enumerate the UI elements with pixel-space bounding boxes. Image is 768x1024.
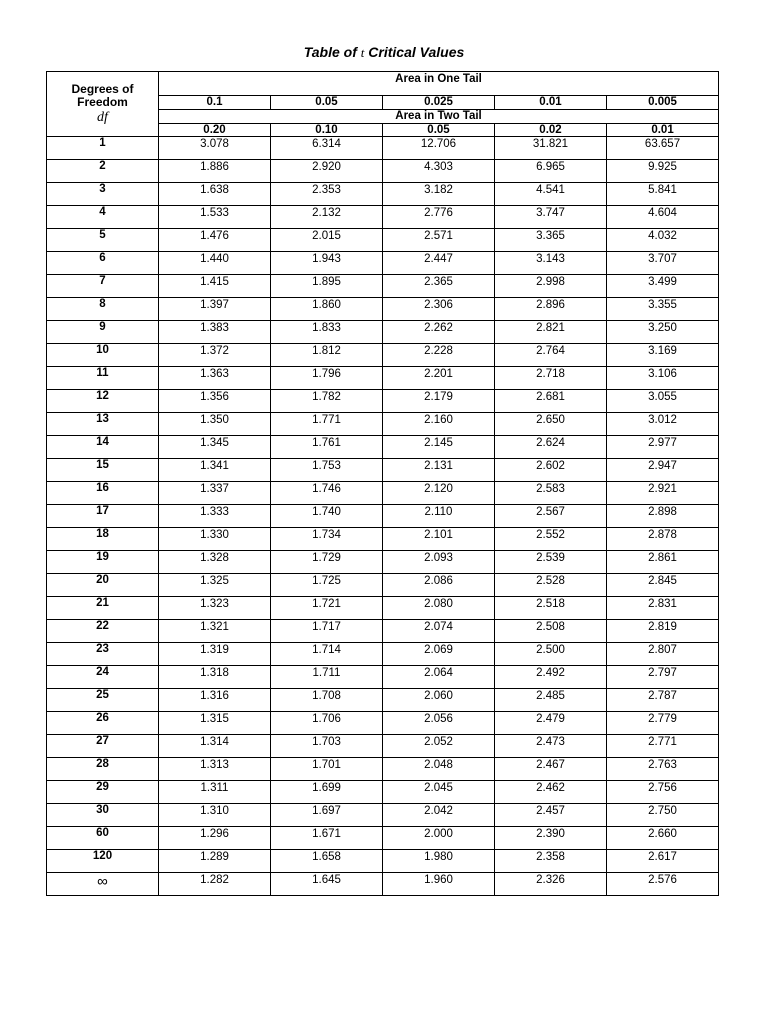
table-row [47,459,719,482]
table-header [47,72,719,137]
df-cell: 23 [47,643,159,666]
critical-value-cell: 2.467 [495,758,607,781]
df-cell: 15 [47,459,159,482]
title-t-symbol: t [360,45,365,60]
critical-value-cell: 2.045 [383,781,495,804]
critical-value-cell: 1.341 [159,459,271,482]
critical-value-cell: 2.878 [607,528,719,551]
critical-value-cell: 1.350 [159,413,271,436]
critical-value-cell: 2.485 [495,689,607,712]
df-cell: 24 [47,666,159,689]
critical-value-cell: 2.110 [383,505,495,528]
critical-value-cell: 2.048 [383,758,495,781]
one-tail-alpha: 0.01 [495,96,607,110]
critical-value-cell: 2.086 [383,574,495,597]
critical-value-cell: 1.638 [159,183,271,206]
table-row [47,666,719,689]
critical-value-cell: 1.746 [271,482,383,505]
critical-value-cell: 1.328 [159,551,271,574]
critical-value-cell: 3.499 [607,275,719,298]
critical-value-cell: 2.093 [383,551,495,574]
critical-value-cell: 2.015 [271,229,383,252]
critical-value-cell: 1.356 [159,390,271,413]
critical-value-cell: 2.201 [383,367,495,390]
df-cell: 60 [47,827,159,850]
critical-value-cell: 1.796 [271,367,383,390]
t-critical-values-table [46,71,719,896]
df-cell: 28 [47,758,159,781]
critical-value-cell: 2.518 [495,597,607,620]
table-row [47,275,719,298]
critical-value-cell: 5.841 [607,183,719,206]
title-suffix: Critical Values [364,44,465,60]
critical-value-cell: 2.920 [271,160,383,183]
critical-value-cell: 2.131 [383,459,495,482]
critical-value-cell: 1.697 [271,804,383,827]
df-header-line1: Degrees of [71,81,134,96]
critical-value-cell: 1.313 [159,758,271,781]
df-cell: 6 [47,252,159,275]
critical-value-cell: 2.080 [383,597,495,620]
degrees-of-freedom-header [47,72,159,137]
critical-value-cell: 1.701 [271,758,383,781]
critical-value-cell: 2.052 [383,735,495,758]
critical-value-cell: 1.440 [159,252,271,275]
table-row [47,413,719,436]
df-cell: 30 [47,804,159,827]
critical-value-cell: 2.831 [607,597,719,620]
critical-value-cell: 2.567 [495,505,607,528]
critical-value-cell: 2.479 [495,712,607,735]
critical-value-cell: 2.120 [383,482,495,505]
critical-value-cell: 1.725 [271,574,383,597]
df-cell: 12 [47,390,159,413]
table-row [47,551,719,574]
critical-value-cell: 1.734 [271,528,383,551]
table-row [47,137,719,160]
two-tail-alpha: 0.10 [271,124,383,137]
critical-value-cell: 2.074 [383,620,495,643]
table-row [47,735,719,758]
table-row [47,344,719,367]
table-row [47,183,719,206]
critical-value-cell: 1.311 [159,781,271,804]
table-row [47,298,719,321]
critical-value-cell: 3.143 [495,252,607,275]
critical-value-cell: 1.812 [271,344,383,367]
table-row [47,574,719,597]
two-tail-alpha: 0.20 [159,124,271,137]
critical-value-cell: 3.365 [495,229,607,252]
critical-value-cell: 1.980 [383,850,495,873]
critical-value-cell: 1.740 [271,505,383,528]
two-tail-alpha: 0.05 [383,124,495,137]
table-row [47,597,719,620]
critical-value-cell: 2.353 [271,183,383,206]
table-row [47,873,719,896]
df-cell: 3 [47,183,159,206]
df-cell: 22 [47,620,159,643]
critical-value-cell: 2.583 [495,482,607,505]
page-title [0,43,768,62]
critical-value-cell: 2.650 [495,413,607,436]
critical-value-cell: 2.947 [607,459,719,482]
df-cell: 1 [47,137,159,160]
table-row [47,160,719,183]
critical-value-cell: 4.604 [607,206,719,229]
critical-value-cell: 2.365 [383,275,495,298]
critical-value-cell: 6.965 [495,160,607,183]
critical-value-cell: 2.756 [607,781,719,804]
critical-value-cell: 2.602 [495,459,607,482]
critical-value-cell: 2.750 [607,804,719,827]
df-cell: 120 [47,850,159,873]
critical-value-cell: 2.764 [495,344,607,367]
table-row [47,712,719,735]
critical-value-cell: 2.179 [383,390,495,413]
critical-value-cell: 1.325 [159,574,271,597]
df-header-line2: Freedom [77,94,128,109]
critical-value-cell: 2.552 [495,528,607,551]
critical-value-cell: 2.132 [271,206,383,229]
one-tail-alpha: 0.1 [159,96,271,110]
df-cell: 17 [47,505,159,528]
critical-value-cell: 1.753 [271,459,383,482]
critical-value-cell: 6.314 [271,137,383,160]
critical-value-cell: 4.032 [607,229,719,252]
critical-value-cell: 1.345 [159,436,271,459]
critical-value-cell: 3.055 [607,390,719,413]
df-cell: 29 [47,781,159,804]
critical-value-cell: 2.508 [495,620,607,643]
critical-value-cell: 2.101 [383,528,495,551]
critical-value-cell: 1.318 [159,666,271,689]
critical-value-cell: 31.821 [495,137,607,160]
critical-value-cell: 9.925 [607,160,719,183]
critical-value-cell: 1.708 [271,689,383,712]
two-tail-alpha: 0.01 [607,124,719,137]
critical-value-cell: 1.645 [271,873,383,896]
df-cell: ∞ [47,873,159,896]
critical-value-cell: 4.303 [383,160,495,183]
critical-value-cell: 2.358 [495,850,607,873]
critical-value-cell: 4.541 [495,183,607,206]
critical-value-cell: 2.776 [383,206,495,229]
critical-value-cell: 1.319 [159,643,271,666]
critical-value-cell: 1.658 [271,850,383,873]
critical-value-cell: 1.699 [271,781,383,804]
critical-value-cell: 2.306 [383,298,495,321]
df-cell: 11 [47,367,159,390]
critical-value-cell: 1.671 [271,827,383,850]
table-row [47,758,719,781]
table-row [47,252,719,275]
critical-value-cell: 1.415 [159,275,271,298]
critical-value-cell: 2.447 [383,252,495,275]
critical-value-cell: 2.896 [495,298,607,321]
critical-value-cell: 1.729 [271,551,383,574]
critical-value-cell: 2.763 [607,758,719,781]
critical-value-cell: 2.457 [495,804,607,827]
table-row [47,689,719,712]
df-cell: 7 [47,275,159,298]
critical-value-cell: 2.998 [495,275,607,298]
critical-value-cell: 1.895 [271,275,383,298]
title-prefix: Table of [303,44,361,60]
critical-value-cell: 1.717 [271,620,383,643]
df-cell: 5 [47,229,159,252]
critical-value-cell: 2.576 [607,873,719,896]
critical-value-cell: 2.797 [607,666,719,689]
df-cell: 2 [47,160,159,183]
table-row [47,781,719,804]
critical-value-cell: 1.321 [159,620,271,643]
critical-value-cell: 2.807 [607,643,719,666]
table-row [47,390,719,413]
critical-value-cell: 2.069 [383,643,495,666]
critical-value-cell: 2.624 [495,436,607,459]
table-row [47,505,719,528]
critical-value-cell: 2.462 [495,781,607,804]
critical-value-cell: 2.660 [607,827,719,850]
df-cell: 19 [47,551,159,574]
critical-value-cell: 2.528 [495,574,607,597]
df-cell: 21 [47,597,159,620]
critical-value-cell: 1.476 [159,229,271,252]
critical-value-cell: 3.250 [607,321,719,344]
critical-value-cell: 1.289 [159,850,271,873]
critical-value-cell: 1.714 [271,643,383,666]
critical-value-cell: 1.860 [271,298,383,321]
critical-value-cell: 1.706 [271,712,383,735]
critical-value-cell: 1.397 [159,298,271,321]
critical-value-cell: 2.228 [383,344,495,367]
table-row [47,482,719,505]
critical-value-cell: 2.779 [607,712,719,735]
critical-value-cell: 2.681 [495,390,607,413]
critical-value-cell: 2.898 [607,505,719,528]
critical-value-cell: 1.761 [271,436,383,459]
table-row [47,436,719,459]
critical-value-cell: 2.539 [495,551,607,574]
two-tail-area-header: Area in Two Tail [159,110,719,124]
df-cell: 26 [47,712,159,735]
df-cell: 20 [47,574,159,597]
df-cell: 18 [47,528,159,551]
two-tail-alpha: 0.02 [495,124,607,137]
critical-value-cell: 2.718 [495,367,607,390]
critical-value-cell: 2.861 [607,551,719,574]
one-tail-alpha: 0.05 [271,96,383,110]
critical-value-cell: 2.056 [383,712,495,735]
one-tail-alpha: 0.005 [607,96,719,110]
table-row [47,229,719,252]
critical-value-cell: 2.500 [495,643,607,666]
df-cell: 10 [47,344,159,367]
df-cell: 9 [47,321,159,344]
df-cell: 4 [47,206,159,229]
critical-value-cell: 3.355 [607,298,719,321]
critical-value-cell: 2.977 [607,436,719,459]
critical-value-cell: 2.571 [383,229,495,252]
table-row [47,206,719,229]
critical-value-cell: 3.747 [495,206,607,229]
critical-value-cell: 2.060 [383,689,495,712]
critical-value-cell: 1.711 [271,666,383,689]
critical-value-cell: 1.372 [159,344,271,367]
critical-value-cell: 2.160 [383,413,495,436]
critical-value-cell: 2.473 [495,735,607,758]
table-row [47,643,719,666]
critical-value-cell: 2.042 [383,804,495,827]
critical-value-cell: 2.771 [607,735,719,758]
critical-value-cell: 1.960 [383,873,495,896]
one-tail-alpha: 0.025 [383,96,495,110]
critical-value-cell: 3.078 [159,137,271,160]
table-row [47,804,719,827]
critical-value-cell: 2.000 [383,827,495,850]
critical-value-cell: 1.315 [159,712,271,735]
df-cell: 14 [47,436,159,459]
df-cell: 16 [47,482,159,505]
critical-value-cell: 2.819 [607,620,719,643]
critical-value-cell: 1.833 [271,321,383,344]
critical-value-cell: 3.182 [383,183,495,206]
critical-value-cell: 3.169 [607,344,719,367]
critical-value-cell: 2.492 [495,666,607,689]
table-row [47,528,719,551]
df-cell: 25 [47,689,159,712]
critical-value-cell: 1.363 [159,367,271,390]
critical-value-cell: 2.326 [495,873,607,896]
critical-value-cell: 1.333 [159,505,271,528]
critical-value-cell: 2.845 [607,574,719,597]
critical-value-cell: 1.771 [271,413,383,436]
table-row [47,827,719,850]
critical-value-cell: 1.383 [159,321,271,344]
table-row [47,620,719,643]
table-row [47,321,719,344]
critical-value-cell: 2.821 [495,321,607,344]
critical-value-cell: 63.657 [607,137,719,160]
table-row [47,367,719,390]
critical-value-cell: 1.703 [271,735,383,758]
df-cell: 8 [47,298,159,321]
critical-value-cell: 2.064 [383,666,495,689]
df-cell: 27 [47,735,159,758]
critical-value-cell: 1.323 [159,597,271,620]
table-row [47,850,719,873]
critical-value-cell: 1.316 [159,689,271,712]
critical-value-cell: 3.707 [607,252,719,275]
table-body [47,137,719,896]
df-cell: 13 [47,413,159,436]
critical-value-cell: 1.721 [271,597,383,620]
critical-value-cell: 1.533 [159,206,271,229]
critical-value-cell: 1.337 [159,482,271,505]
critical-value-cell: 3.012 [607,413,719,436]
critical-value-cell: 12.706 [383,137,495,160]
critical-value-cell: 1.282 [159,873,271,896]
critical-value-cell: 2.145 [383,436,495,459]
critical-value-cell: 1.886 [159,160,271,183]
critical-value-cell: 1.296 [159,827,271,850]
one-tail-area-header: Area in One Tail [159,72,719,96]
header-row-one-tail-label [47,72,719,96]
critical-value-cell: 3.106 [607,367,719,390]
critical-value-cell: 1.330 [159,528,271,551]
critical-value-cell: 1.314 [159,735,271,758]
critical-value-cell: 1.310 [159,804,271,827]
critical-value-cell: 1.943 [271,252,383,275]
critical-value-cell: 2.921 [607,482,719,505]
critical-value-cell: 2.617 [607,850,719,873]
critical-value-cell: 2.262 [383,321,495,344]
df-symbol: df [97,109,108,125]
critical-value-cell: 1.782 [271,390,383,413]
critical-value-cell: 2.787 [607,689,719,712]
critical-value-cell: 2.390 [495,827,607,850]
